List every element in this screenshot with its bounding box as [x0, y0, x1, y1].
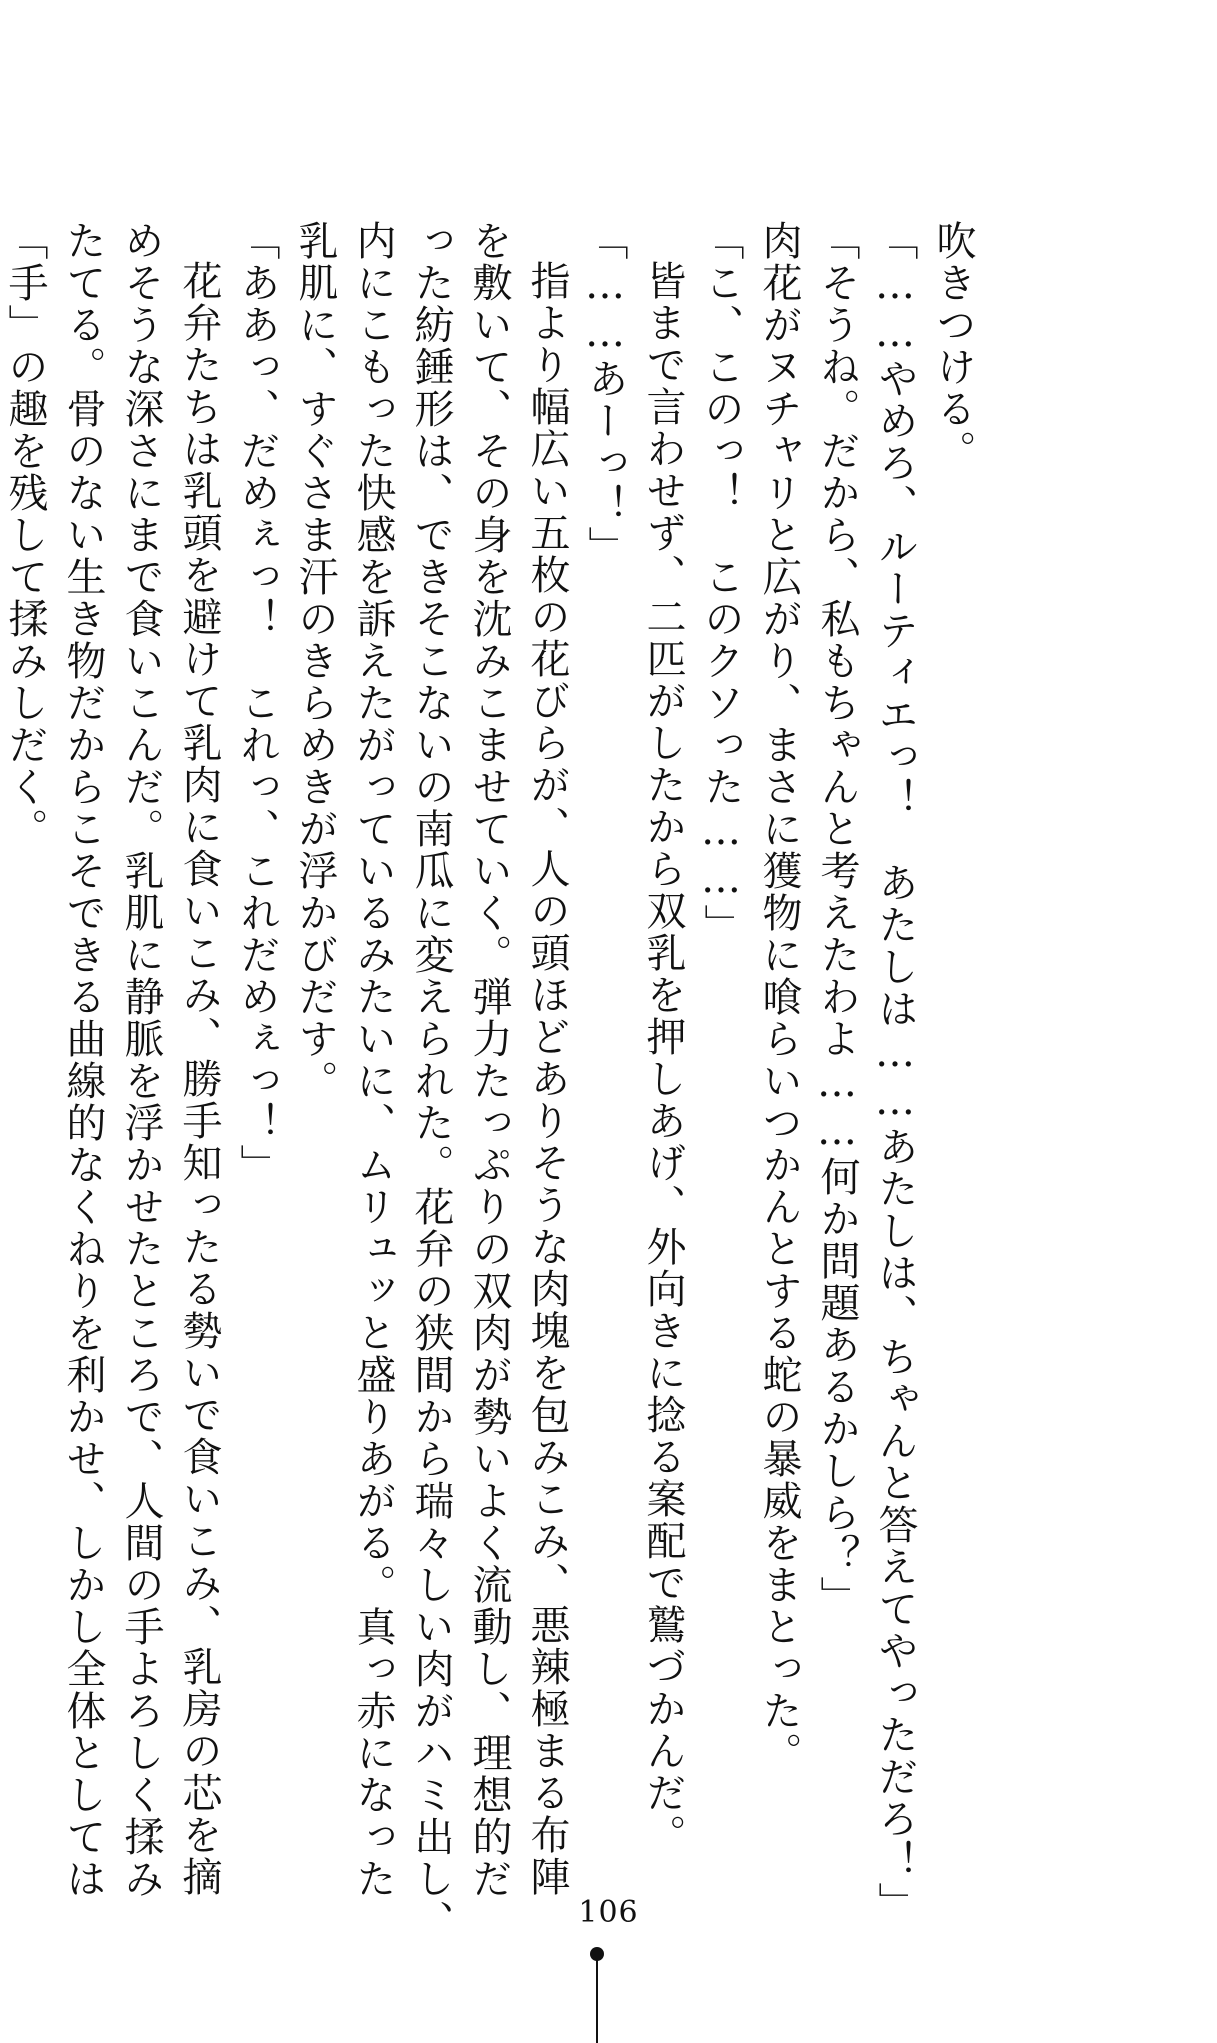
text-line-11: 内にこもった快感を訴えたがっているみたいに、ムリュッと盛りあがる。真っ赤になった [350, 220, 396, 1900]
text-line-12: 乳肌に、すぐさま汗のきらめきが浮かびだす。 [292, 220, 338, 1102]
text-line-15: めそうな深さにまで食いこんだ。乳肌に静脈を浮かせたところで、人間の手よろしく揉み [118, 220, 164, 1900]
text-line-17: 「手」の趣を残して揉みしだく。 [2, 220, 48, 850]
text-line-1: 吹きつける。 [930, 220, 976, 472]
text-line-7: 「……あーっ！」 [582, 220, 628, 568]
page-number: 106 [578, 1895, 639, 1930]
text-line-10: った紡錘形は、できそこないの南瓜に変えられた。花弁の狭間から瑞々しい肉がハミ出し、 [408, 220, 454, 1942]
text-line-5: 「こ、このっ！ このクソった……」 [698, 220, 744, 946]
text-line-14: 花弁たちは乳頭を避けて乳肉に食いこみ、勝手知ったる勢いで食いこみ、乳房の芯を摘 [176, 260, 222, 1898]
text-line-9: を敷いて、その身を沈みこませていく。弾力たっぷりの双肉が勢いよく流動し、理想的だ [466, 220, 512, 1900]
text-line-6: 皆まで言わせず、二匹がしたから双乳を押しあげ、外向きに捻る案配で鷲づかんだ。 [640, 260, 686, 1856]
text-line-2: 「……やめろ、ルーティエっ！ あたしは……あたしは、ちゃんと答えてやっただろ！」 [872, 220, 918, 1924]
text-line-8: 指より幅広い五枚の花びらが、人の頭ほどありそうな肉塊を包みこみ、悪辣極まる布陣 [524, 260, 570, 1898]
text-line-16: たてる。骨のない生き物だからこそできる曲線的なくねりを利かせ、しかし全体としては [60, 220, 106, 1900]
text-line-3: 「そうね。だから、私もちゃんと考えたわよ……何か問題あるかしら？」 [814, 220, 860, 1618]
folio-line-marker [596, 1958, 598, 2043]
text-line-13: 「ああっ、だめぇっ！ これっ、これだめぇっ！」 [234, 220, 280, 1186]
text-line-4: 肉花がヌチャリと広がり、まさに獲物に喰らいつかんとする蛇の暴威をまとった。 [756, 220, 802, 1774]
